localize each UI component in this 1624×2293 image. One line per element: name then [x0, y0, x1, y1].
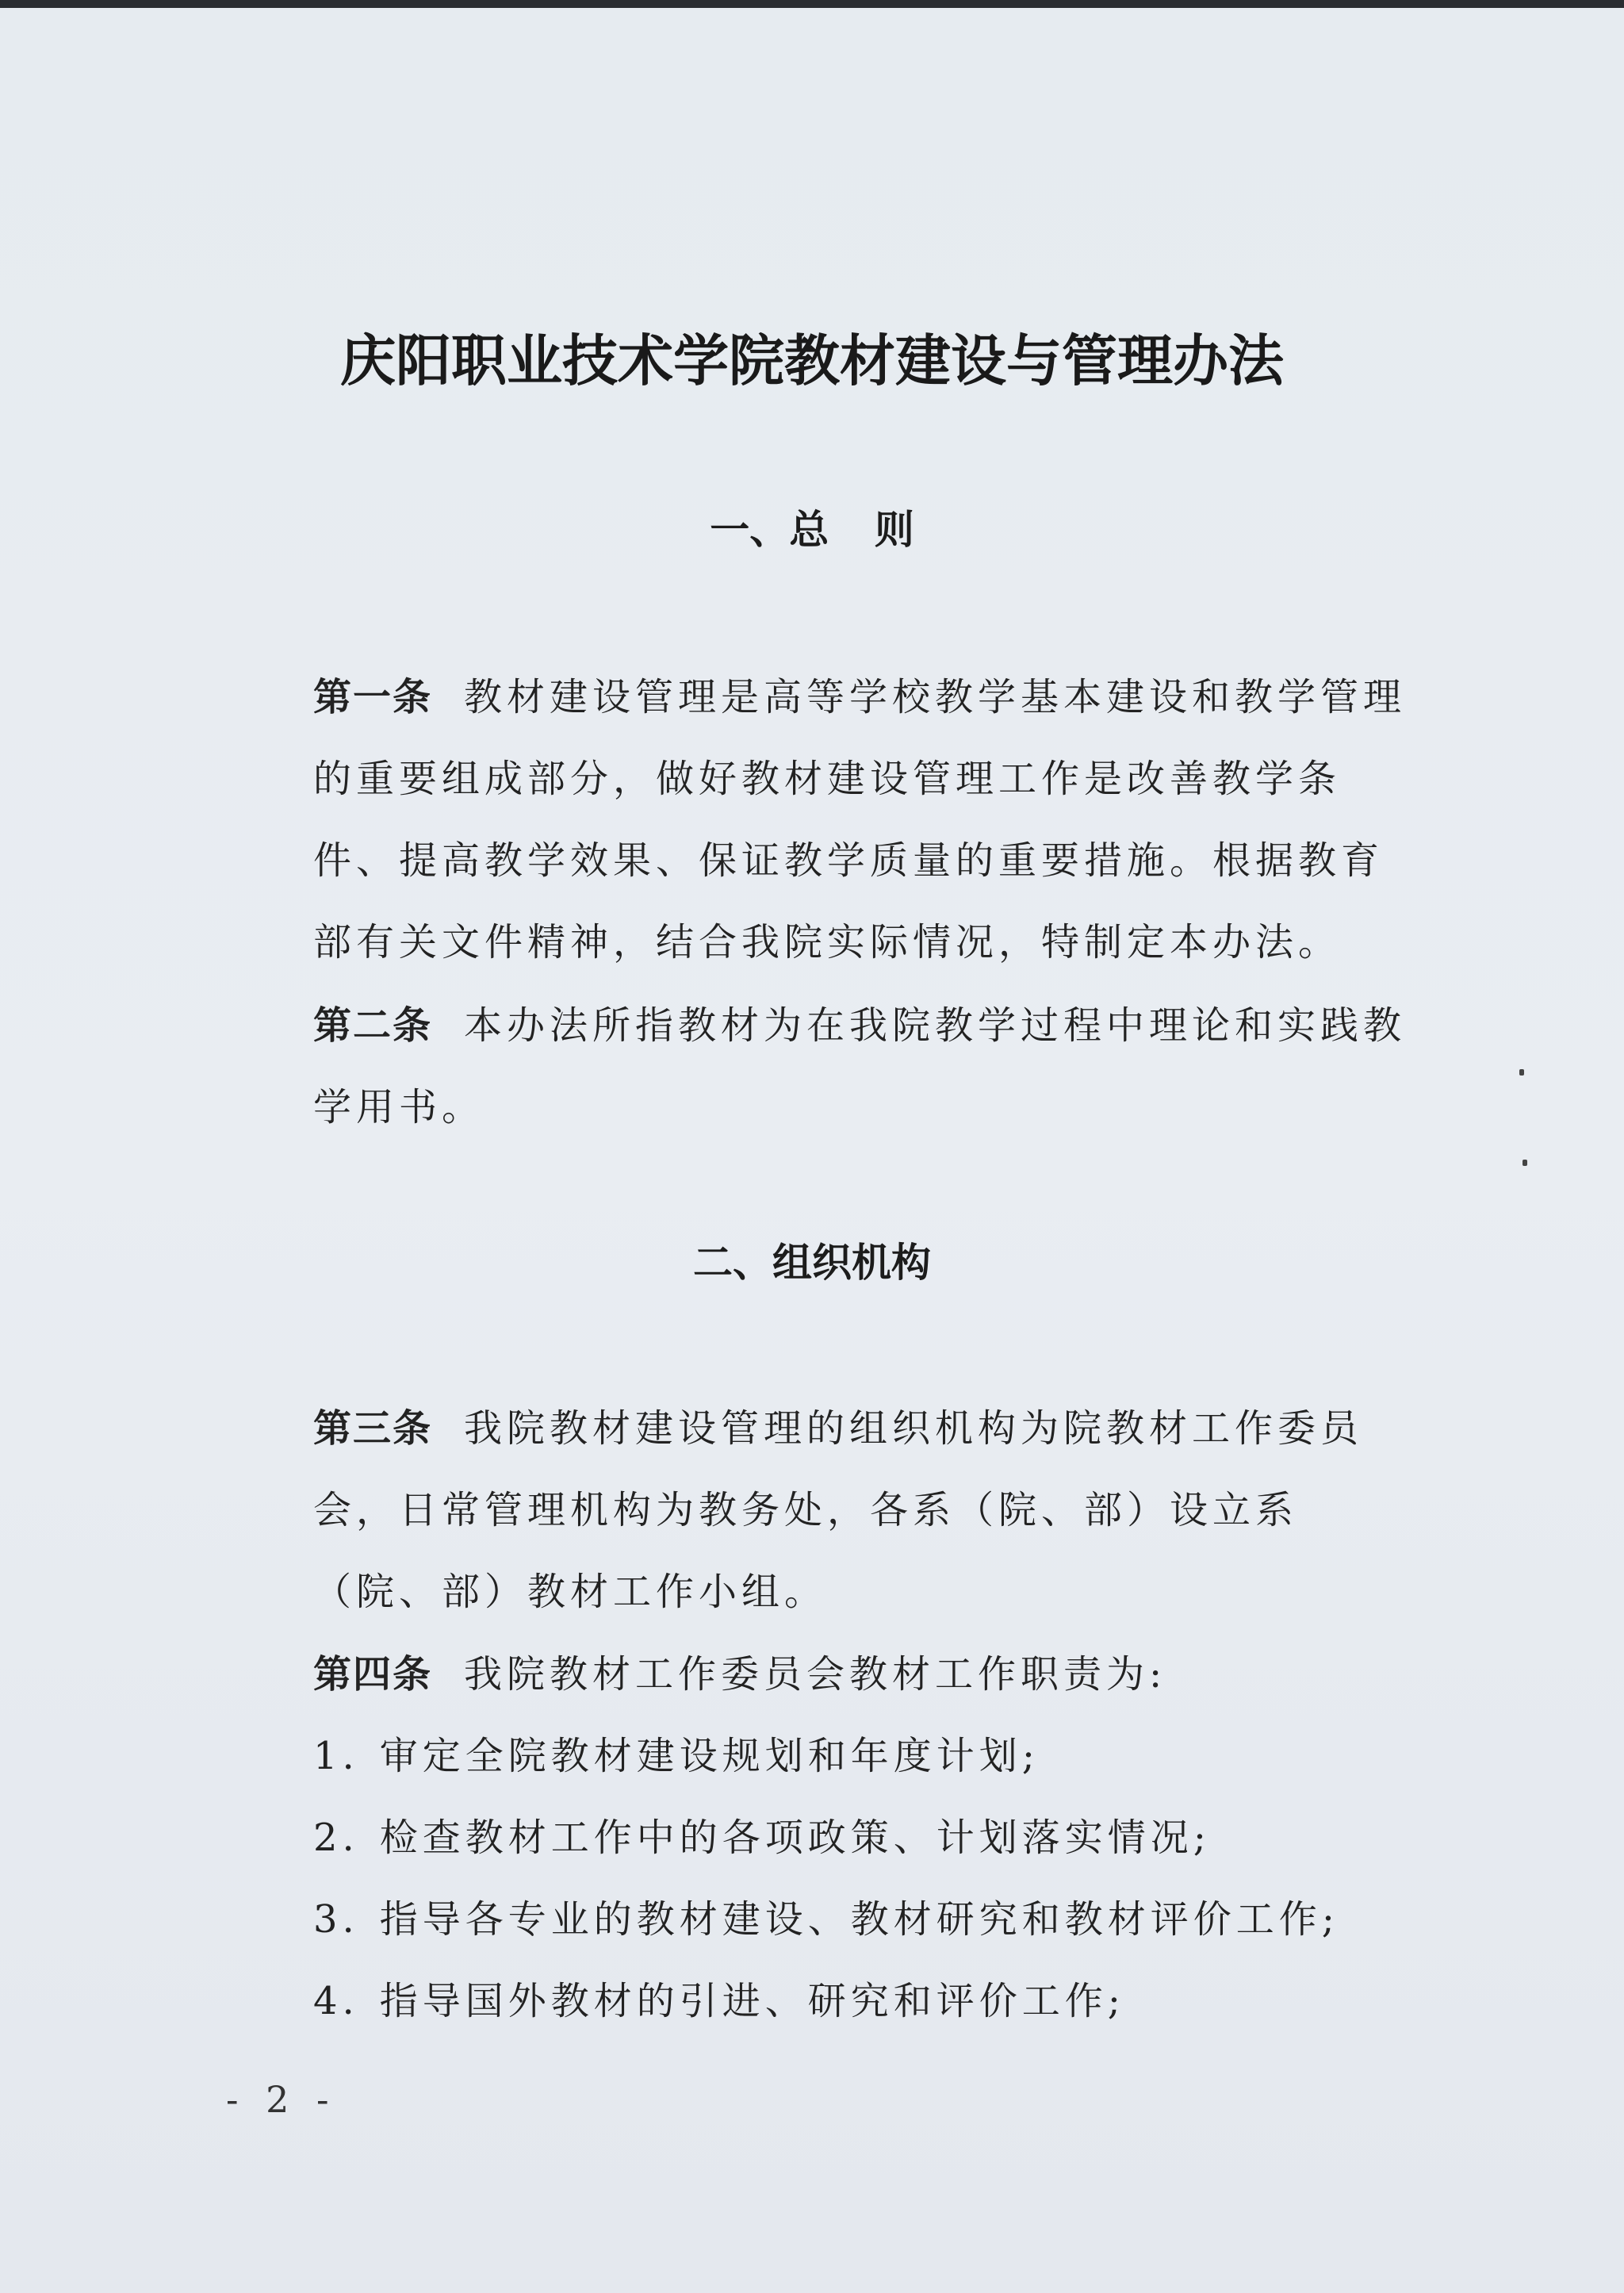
page-number: - 2 -	[226, 2078, 337, 2121]
list-item	[313, 1879, 1423, 1961]
article-4-body	[226, 1634, 1408, 1716]
list-item-text: 指导各专业的教材建设、教材研究和教材评价工作;	[379, 1897, 1339, 1942]
list-item	[313, 1716, 1423, 1797]
article-1-body	[226, 657, 1408, 984]
section-heading-general: 一、总 则	[710, 507, 914, 553]
section-heading-organization: 二、组织机构	[693, 1240, 931, 1286]
list-item-number: 4.	[313, 1979, 359, 2023]
article-2-text: 本办法所指教材为在我院教学过程中理论和实践教学用书。	[313, 1003, 1407, 1129]
list-item-text: 指导国外教材的引进、研究和评价工作;	[379, 1979, 1125, 2023]
list-item-number: 1.	[313, 1734, 359, 1778]
document-page	[0, 8, 1624, 2293]
article-1-text: 教材建设管理是高等学校教学基本建设和教学管理的重要组成部分，做好教材建设管理工作是改善教学条件、提高教学效果、保证教学质量的重要措施。根据教育部有关文件精神，结合我院实际情况，特制定本办法。	[313, 675, 1407, 964]
article-3	[226, 1388, 1408, 1633]
list-item-number: 2.	[313, 1816, 359, 1860]
list-item-text: 检查教材工作中的各项政策、计划落实情况;	[379, 1816, 1211, 1860]
article-3-body	[226, 1388, 1408, 1633]
article-3-label: 第三条	[313, 1406, 433, 1451]
article-3-text: 我院教材建设管理的组织机构为院教材工作委员会，日常管理机构为教务处，各系（院、部）设立系（院、部）教材工作小组。	[313, 1406, 1364, 1614]
article-1-label: 第一条	[313, 675, 433, 719]
article-2-body	[226, 985, 1408, 1148]
list-item	[313, 1797, 1423, 1879]
article-4-text: 我院教材工作委员会教材工作职责为:	[464, 1652, 1167, 1697]
scan-top-edge	[0, 0, 1624, 8]
article-1	[226, 657, 1408, 984]
document-title: 庆阳职业技术学院教材建设与管理办法	[340, 328, 1284, 393]
list-item-number: 3.	[313, 1897, 359, 1942]
article-2	[226, 985, 1408, 1148]
list-item-text: 审定全院教材建设规划和年度计划;	[379, 1734, 1040, 1778]
list-item	[313, 1961, 1423, 2042]
article-2-label: 第二条	[313, 1003, 433, 1048]
article-4	[226, 1634, 1408, 1716]
paper-speck	[1519, 1069, 1524, 1076]
paper-speck	[1522, 1160, 1527, 1166]
duties-list	[313, 1716, 1423, 2042]
article-4-label: 第四条	[313, 1652, 433, 1697]
